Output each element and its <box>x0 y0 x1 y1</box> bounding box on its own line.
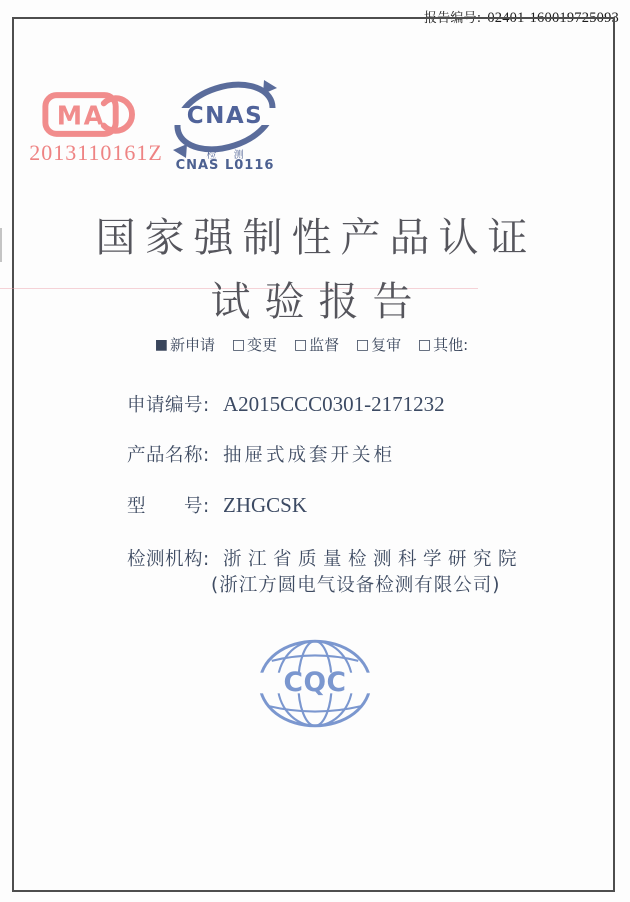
testing-agency-value: 浙江省质量检测科学研究院 <box>223 549 524 570</box>
document-title-line2: 试验报告 <box>210 279 427 325</box>
row-product-name <box>127 441 395 467</box>
option-review <box>356 334 401 355</box>
cma-logo-text: MA <box>56 101 105 132</box>
report-number-label: 报告编号: <box>423 11 482 26</box>
row-application-number <box>127 391 445 417</box>
option-change <box>232 334 277 355</box>
model-label: 型 号: <box>127 496 210 517</box>
product-name-label: 产品名称: <box>127 445 210 466</box>
option-label: 复审 <box>371 336 402 354</box>
testing-agency-value-line2: (浙江方圆电气设备检测有限公司) <box>211 575 501 596</box>
option-label: 变更 <box>247 336 278 354</box>
model-value: ZHGCSK <box>223 493 308 517</box>
option-supervision <box>294 334 339 355</box>
cnas-accreditation-number: CNAS L0116 <box>175 158 275 173</box>
cqc-logo-text: CQC <box>283 666 347 698</box>
option-label: 其他: <box>433 336 469 354</box>
application-number-label: 申请编号: <box>127 395 210 416</box>
option-other <box>418 334 468 355</box>
product-name-value: 抽屉式成套开关柜 <box>223 445 396 466</box>
checkbox-empty-icon: □ <box>355 337 370 353</box>
cqc-logo-icon <box>256 637 374 730</box>
option-new-application <box>155 334 215 355</box>
application-type-options <box>12 334 611 355</box>
testing-agency-label: 检测机构: <box>127 549 210 570</box>
option-label: 监督 <box>309 336 340 354</box>
cma-certificate-number: 2013110161Z <box>29 140 163 165</box>
option-label: 新申请 <box>170 336 216 354</box>
row-model <box>127 492 307 518</box>
cma-logo-icon <box>42 88 136 141</box>
checkbox-empty-icon: □ <box>231 337 246 353</box>
scan-artifact-tick <box>0 228 2 262</box>
checkbox-checked-icon: ■ <box>154 337 169 353</box>
cnas-logo-text: CNAS <box>186 103 264 129</box>
application-number-value: A2015CCC0301-2171232 <box>223 392 445 416</box>
row-testing-agency <box>127 545 523 571</box>
checkbox-empty-icon: □ <box>293 337 308 353</box>
cnas-caption: 检 测 <box>206 150 251 161</box>
document-title-line1: 国家强制性产品认证 <box>95 215 537 261</box>
checkbox-empty-icon: □ <box>417 337 432 353</box>
report-number-value: 02401-160019725093 <box>487 10 619 26</box>
